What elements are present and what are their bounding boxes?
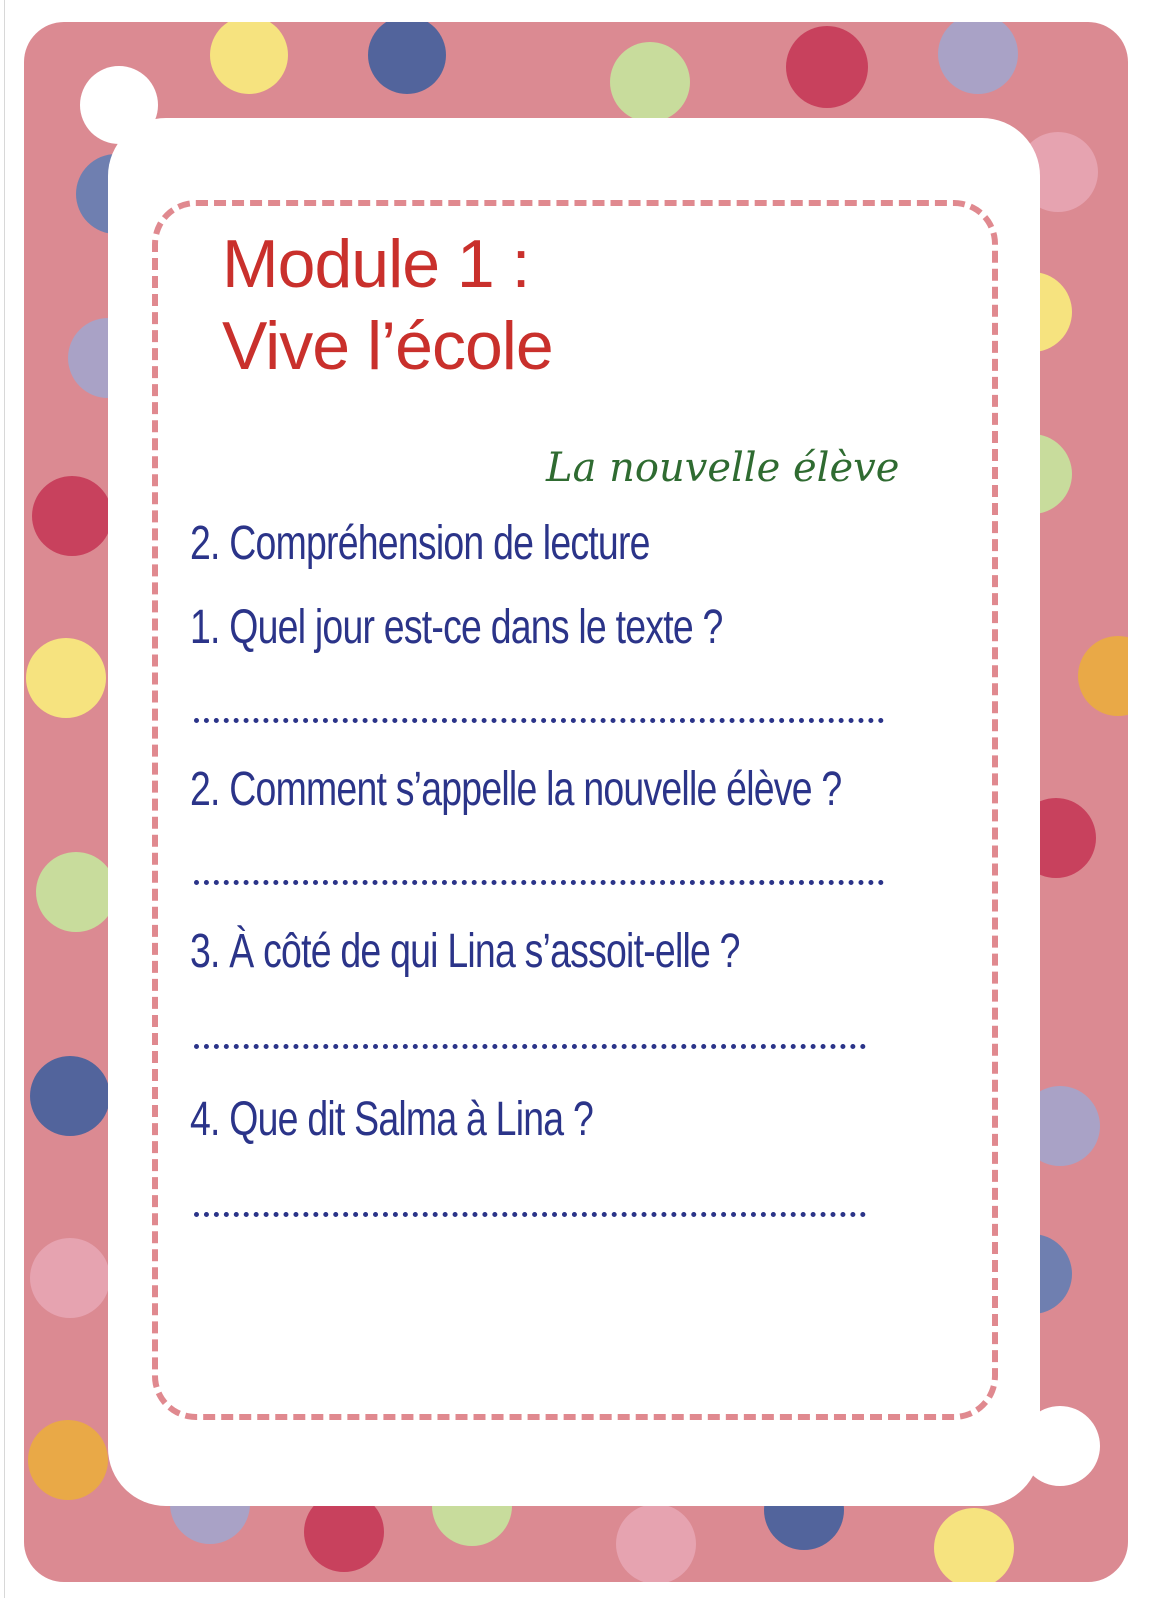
answer-line-1[interactable] xyxy=(194,714,884,723)
dot xyxy=(32,476,112,556)
answer-line-4[interactable] xyxy=(194,1208,866,1217)
dot xyxy=(30,1056,110,1136)
module-title-line2: Vive l’école xyxy=(222,308,553,384)
dot xyxy=(28,1420,108,1500)
page-edge-line xyxy=(4,0,5,1598)
section-heading: 2. Compréhension de lecture xyxy=(190,517,650,570)
dot xyxy=(30,1238,110,1318)
polka-dot-card xyxy=(24,22,1128,1582)
question-1: 1. Quel jour est-ce dans le texte ? xyxy=(190,601,723,654)
dot xyxy=(786,26,868,108)
dot xyxy=(210,22,288,94)
content-panel xyxy=(108,118,1040,1506)
answer-line-2[interactable] xyxy=(194,876,884,885)
question-3: 3. À côté de qui Lina s’assoit-elle ? xyxy=(190,925,740,978)
dot xyxy=(1078,636,1128,716)
story-title: La nouvelle élève xyxy=(546,445,900,491)
answer-line-3[interactable] xyxy=(194,1040,866,1049)
dot xyxy=(368,22,446,94)
module-title-line1: Module 1 : xyxy=(222,226,530,302)
question-2: 2. Comment s’appelle la nouvelle élève ? xyxy=(190,763,842,816)
dot xyxy=(616,1504,696,1582)
question-4: 4. Que dit Salma à Lina ? xyxy=(190,1093,594,1146)
dot xyxy=(934,1508,1014,1582)
dot xyxy=(938,22,1018,94)
dot xyxy=(610,42,690,122)
dot xyxy=(36,852,116,932)
dot xyxy=(26,638,106,718)
